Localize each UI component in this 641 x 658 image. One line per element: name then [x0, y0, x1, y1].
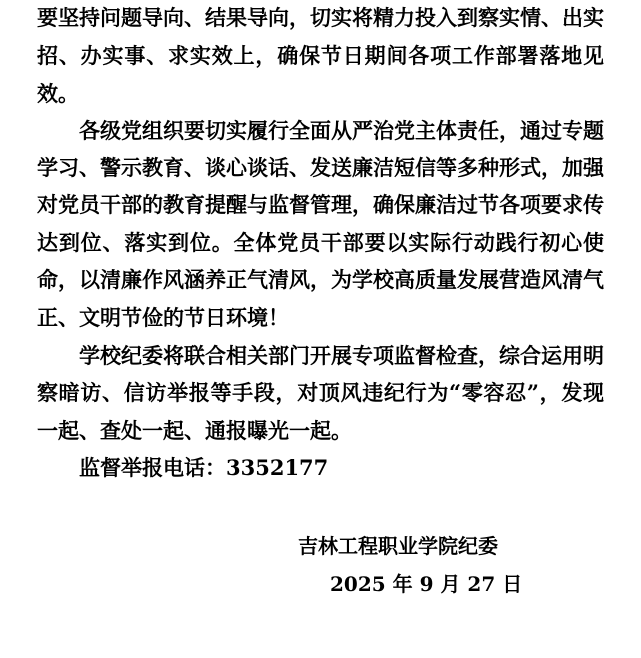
paragraph-2-line-1: 各级党组织要切实履行全面从严治党主体责任，通过专题 [37, 118, 604, 143]
paragraph-1-line-2: 招、办实事、求实效上，确保节日期间各项工作部署落地见 [37, 43, 604, 68]
paragraph-2-line-5: 命，以清廉作风涵养正气清风，为学校高质量发展营造风清气 [37, 267, 604, 292]
paragraph-2-line-6: 正、文明节俭的节日环境！ [37, 305, 289, 330]
paragraph-1-line-3: 效。 [37, 81, 79, 106]
paragraph-1-line-1: 要坚持问题导向、结果导向，切实将精力投入到察实情、出实 [37, 5, 604, 30]
paragraph-3-line-1: 学校纪委将联合相关部门开展专项监督检查，综合运用明 [37, 343, 604, 368]
signature-date: 2025 年 9 月 27 日 [330, 572, 523, 596]
paragraph-3-line-2: 察暗访、信访举报等手段，对顶风违纪行为“零容忍”，发现 [37, 380, 604, 405]
paragraph-3-line-3: 一起、查处一起、通报曝光一起。 [37, 418, 352, 443]
report-hotline: 监督举报电话：3352177 [37, 455, 329, 480]
signature-organization: 吉林工程职业学院纪委 [298, 534, 498, 558]
paragraph-2-line-4: 达到位、落实到位。全体党员干部要以实际行动践行初心使 [37, 230, 604, 255]
paragraph-2-line-3: 对党员干部的教育提醒与监督管理，确保廉洁过节各项要求传 [37, 192, 604, 217]
paragraph-2-line-2: 学习、警示教育、谈心谈话、发送廉洁短信等多种形式，加强 [37, 155, 604, 180]
